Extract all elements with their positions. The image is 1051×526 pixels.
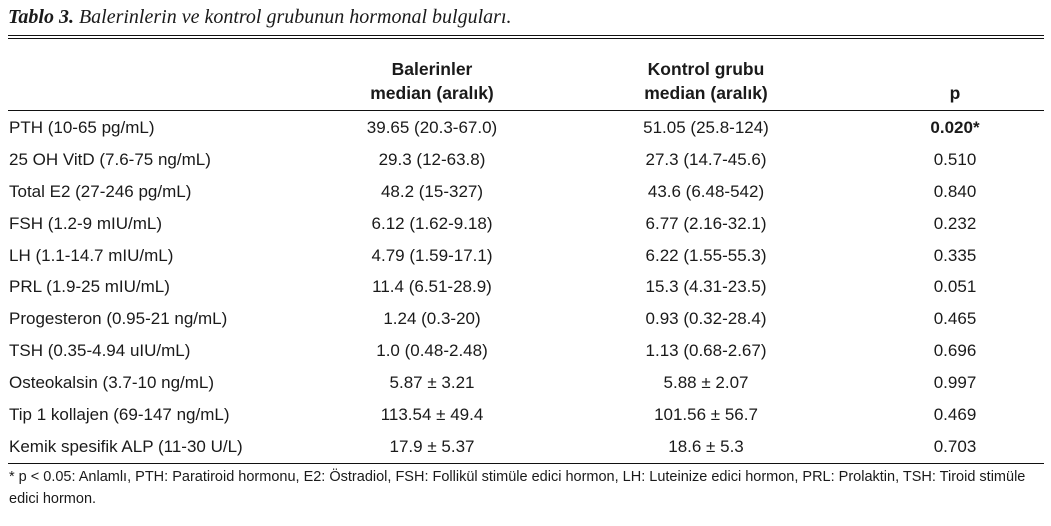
- header-p: p: [949, 83, 961, 103]
- top-double-rule: [8, 35, 1044, 39]
- table-row: Progesteron (0.95-21 ng/mL) 1.24 (0.3-20) 0.93 (0.32-28.4) 0.465: [0, 304, 1051, 336]
- header-control-line1: Kontrol grubu: [647, 59, 765, 79]
- cell-parameter: TSH (0.35-4.94 uIU/mL): [9, 341, 191, 361]
- cell-parameter: PTH (10-65 pg/mL): [9, 118, 155, 137]
- table-row: Osteokalsin (3.7-10 ng/mL) 5.87 ± 3.21 5.88 ± 2.07 0.997: [0, 368, 1051, 400]
- table-row: Tip 1 kollajen (69-147 ng/mL) 113.54 ± 49.4 101.56 ± 56.7 0.469: [0, 400, 1051, 432]
- header-rule: [8, 110, 1044, 111]
- table-row: Kemik spesifik ALP (11-30 U/L) 17.9 ± 5.37 18.6 ± 5.3 0.703: [0, 432, 1051, 464]
- table-footnote: * p < 0.05: Anlamlı, PTH: Paratiroid hormonu, E2: Östradiol, FSH: Follikül stimüle edici hormon, LH: Luteinize edici hormon, PRL: Prolaktin, TSH: Tiroid stimüle edici hormon.: [9, 469, 1026, 507]
- header-ballerinas: [332, 57, 532, 105]
- header-control-line2: median (aralık): [644, 83, 768, 103]
- cell-parameter: Progesteron (0.95-21 ng/mL): [9, 309, 228, 329]
- table-title: Balerinlerin ve kontrol grubunun hormonal bulguları.: [78, 6, 512, 28]
- table-row: Total E2 (27-246 pg/mL) 48.2 (15-327) 43.6 (6.48-542) 0.840: [0, 177, 1051, 209]
- table-row: 25 OH VitD (7.6-75 ng/mL) 29.3 (12-63.8) 27.3 (14.7-45.6) 0.510: [0, 145, 1051, 177]
- table-row: LH (1.1-14.7 mIU/mL) 4.79 (1.59-17.1) 6.22 (1.55-55.3) 0.335: [0, 241, 1051, 273]
- cell-parameter: Kemik spesifik ALP (11-30 U/L): [9, 436, 243, 456]
- table-body: [0, 113, 1051, 464]
- table-row: TSH (0.35-4.94 uIU/mL) 1.0 (0.48-2.48) 1.13 (0.68-2.67) 0.696: [0, 336, 1051, 368]
- cell-parameter: Osteokalsin (3.7-10 ng/mL): [9, 373, 215, 393]
- header-ballerinas-line1: Balerinler: [391, 59, 473, 79]
- table-row: FSH (1.2-9 mIU/mL) 6.12 (1.62-9.18) 6.77 (2.16-32.1) 0.232: [0, 209, 1051, 241]
- cell-parameter: LH (1.1-14.7 mIU/mL): [9, 245, 174, 265]
- table-row: PRL (1.9-25 mIU/mL) 11.4 (6.51-28.9) 15.3 (4.31-23.5) 0.051: [0, 272, 1051, 304]
- cell-parameter: FSH (1.2-9 mIU/mL): [9, 213, 163, 233]
- table-row: PTH (10-65 pg/mL) 39.65 (20.3-67.0) 51.05 (25.8-124) 0.020*: [0, 113, 1051, 145]
- cell-parameter: PRL (1.9-25 mIU/mL): [9, 277, 170, 297]
- header-ballerinas-line2: median (aralık): [370, 83, 494, 103]
- table-caption: [8, 4, 512, 30]
- cell-parameter: Total E2 (27-246 pg/mL): [9, 181, 192, 201]
- cell-parameter: Tip 1 kollajen (69-147 ng/mL): [9, 405, 230, 425]
- header-control: [606, 57, 806, 105]
- bottom-rule: [8, 463, 1044, 464]
- table-number: Tablo 3.: [8, 6, 74, 28]
- cell-parameter: 25 OH VitD (7.6-75 ng/mL): [9, 149, 211, 169]
